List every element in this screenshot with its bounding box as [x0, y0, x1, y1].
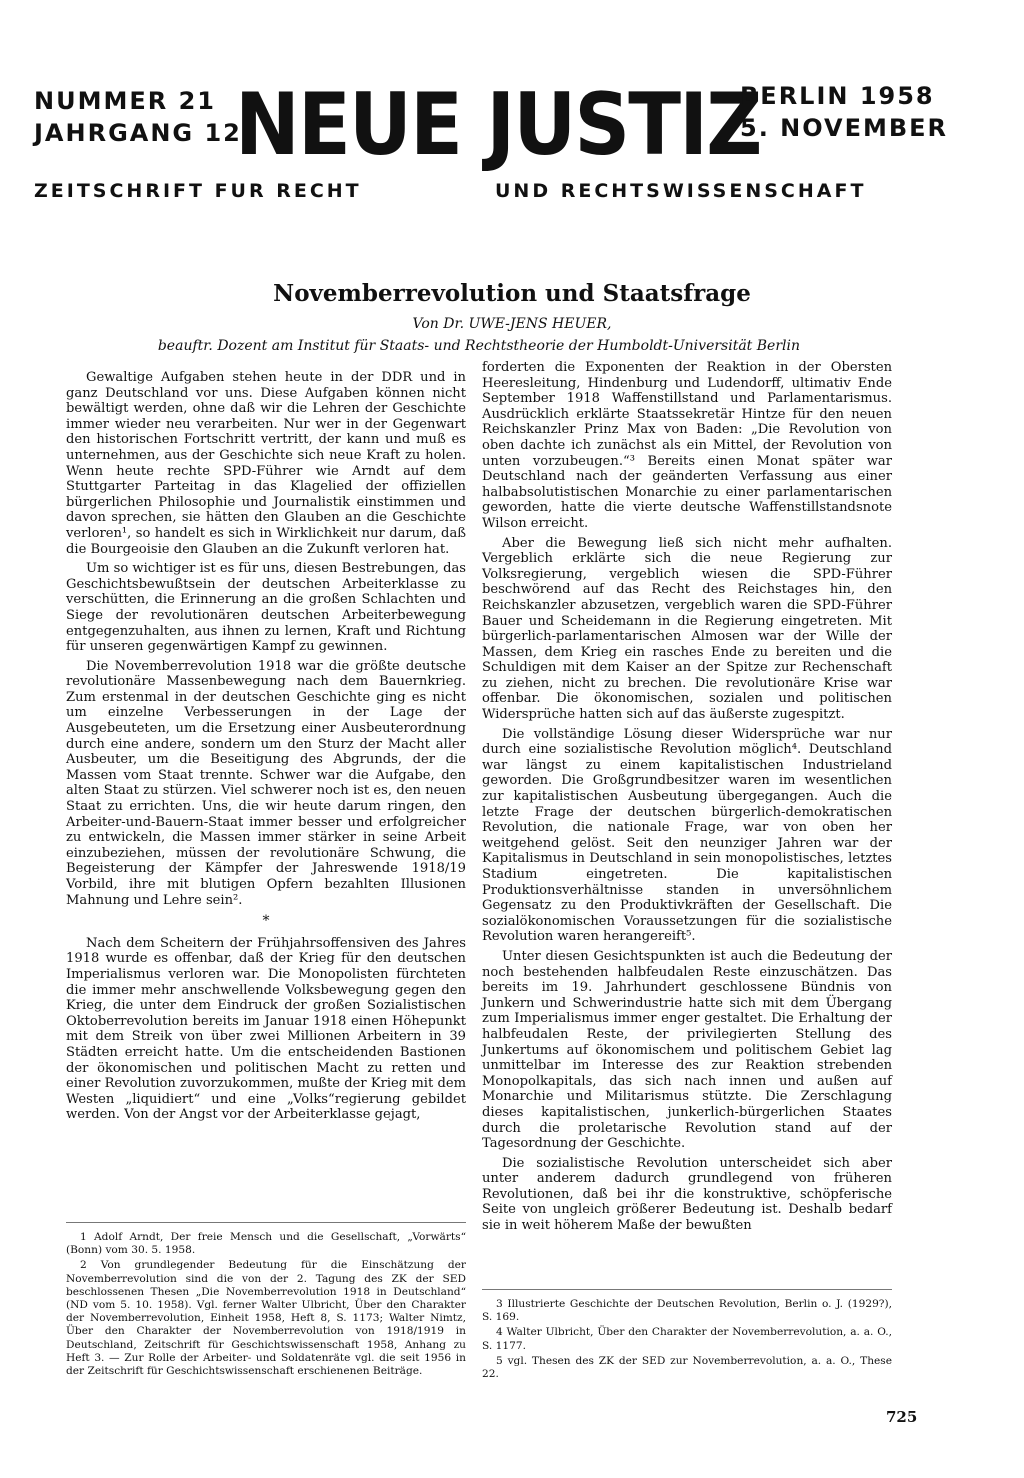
footnotes-left — [66, 1222, 466, 1380]
subtitle-left: ZEITSCHRIFT FUR RECHT — [34, 180, 362, 202]
footnote: 2 Von grundlegender Bedeutung für die Einschätzung der Novemberrevolution sind die von der 2. Tagung des ZK der SED beschlossenen Thesen „Die Novemberrevolution 1918 in Deutschland“ (ND vom 5. 10. 1958). Vgl. ferner Walter Ulbricht, Über den Charakter der Novemberrevolution, Einheit 1958, Heft 8, S. 1173; Walter Nimtz, Über den Charakter der Novemberrevolution von 1918/1919 in Deutschland, Zeitschrift für Geschichtswissenschaft 1958, Anhang zu Heft 3. — Zur Rolle der Arbeiter- und Soldatenräte vgl. die seit 1956 in der Zeitschrift für Geschichtswissenschaft erschienenen Beiträge. — [66, 1259, 466, 1378]
masthead — [0, 0, 1024, 240]
footnotes-right — [482, 1289, 892, 1383]
paragraph: forderten die Exponenten der Reaktion in der Obersten Heeresleitung, Hindenburg und Ludendorff, ultimativ Ende September 1918 Waffenstillstand und Parlamentarismus. Ausdrücklich erklärte Staatssekretär Hintze für den neuen Reichskanzler Prinz Max von Baden: „Die Revolution von oben dachte ich zunächst als ein Mittel, der Revolution von unten vorzubeugen.“³ Bereits einen Monat später war Deutschland nach der geänderten Verfassung aus einer halbabsolutistischen Monarchie zu einer parlamentarischen geworden, hatte die vierte deutsche Waffenstillstandsnote Wilson erreicht. — [482, 360, 892, 531]
footnote: 3 Illustrierte Geschichte der Deutschen Revolution, Berlin o. J. (1929?), S. 169. — [482, 1298, 892, 1324]
paragraph: Nach dem Scheitern der Frühjahrsoffensiven des Jahres 1918 wurde es offenbar, daß der Krieg für den deutschen Imperialismus verloren war. Die Monopolisten fürchteten die immer mehr anschwellende Volksbewegung gegen den Krieg, die unter dem Eindruck der großen Sozialistischen Oktoberrevolution bereits im Januar 1918 einen Höhepunkt mit dem Streik von über zwei Millionen Arbeitern in 39 Städten erreicht hatte. Um die entscheidenden Bastionen der ökonomischen und politischen Macht zu retten und einer Revolution zuvorzukommen, mußte der Krieg mit dem Westen „liquidiert“ und eine „Volks“regierung gebildet werden. Von der Angst vor der Arbeiterklasse gejagt, — [66, 935, 466, 1123]
paragraph: Unter diesen Gesichtspunkten ist auch die Bedeutung der noch bestehenden halbfeudalen Reste einzuschätzen. Das bereits im 19. Jahrhundert geschlossene Bündnis von Junkern und Schwerindustrie hatte sich mit dem Übergang zum Imperialismus immer enger gestaltet. Die Erhaltung der halbfeudalen Reste, der privilegierten Stellung des Junkertums auf ökonomischem und politischem Gebiet lag unmittelbar im Interesse des zur Reaktion strebenden Monopolkapitals, das sich nach innen und außen auf Monarchie und Militarismus stützte. Die Zerschlagung dieses kapitalistischen, junkerlich-bürgerlichen Staates durch die proletarische Revolution stand auf der Tagesordnung der Geschichte. — [482, 948, 892, 1152]
subtitle-right: UND RECHTSWISSENSCHAFT — [495, 180, 867, 202]
volume: JAHRGANG 12 — [34, 119, 242, 147]
byline-author: Von Dr. UWE-JENS HEUER, — [412, 316, 612, 332]
paragraph: Die vollständige Lösung dieser Widersprüche war nur durch eine sozialistische Revolution möglich⁴. Deutschland war längst zu einem kapitalistischen Industrieland geworden. Die Großgrundbesitzer waren im wesentlichen zur kapitalistischen Ausbeutung übergegangen. Auch die letzte Frage der deutschen bürgerlich-demokratischen Revolution, die nationale Frage, war von oben her weitgehend gelöst. Seit den neunziger Jahren war der Kapitalismus in Deutschland in sein monopolistisches, letztes Stadium eingetreten. Die kapitalistischen Produktionsverhältnisse standen in unversöhnlichem Gegensatz zu den Produktivkräften der Gesellschaft. Die sozialökonomischen Voraussetzungen für die sozialistische Revolution waren herangereift⁵. — [482, 726, 892, 945]
byline-affiliation: beauftr. Dozent am Institut für Staats- und Rechtstheorie der Humboldt-Universität Berlin — [157, 338, 800, 354]
date-info — [740, 80, 948, 144]
city-year: BERLIN 1958 — [740, 82, 935, 110]
paragraph: Aber die Bewegung ließ sich nicht mehr aufhalten. Vergeblich erklärte sich die neue Regierung zur Volksregierung, vergeblich wiesen die SPD-Führer beschwörend auf das Recht des Reichstages hin, den Reichskanzler abzusetzen, vergeblich waren die SPD-Führer Bauer und Scheidemann in die Regierung eingetreten. Mit bürgerlich-parlamentarischen Almosen war der Wille der Massen, dem Krieg ein rasches Ende zu bereiten und die Schuldigen mit dem Kaiser an der Spitze zur Rechenschaft zu ziehen, nicht zu brechen. Die revolutionäre Krise war offenbar. Die ökonomischen, sozialen und politischen Widersprüche hatten sich auf das äußerste zugespitzt. — [482, 535, 892, 723]
page-number: 725 — [886, 1408, 918, 1426]
footnote: 1 Adolf Arndt, Der freie Mensch und die Gesellschaft, „Vorwärts“ (Bonn) vom 30. 5. 1958. — [66, 1231, 466, 1257]
footnote: 5 vgl. Thesen des ZK der SED zur Novemberrevolution, a. a. O., These 22. — [482, 1354, 892, 1381]
paragraph: Gewaltige Aufgaben stehen heute in der DDR und in ganz Deutschland vor uns. Diese Aufgaben können nicht bewältigt werden, ohne daß wir die Lehren der Geschichte immer wieder neu verarbeiten. Nur wer in der Gegenwart den historischen Fortschritt vertritt, der kann und muß es unternehmen, aus der Geschichte sich neue Kraft zu holen. Wenn heute rechte SPD-Führer wie Arndt auf dem Stuttgarter Parteitag in das Klagelied der offiziellen bürgerlichen Philosophie und Journalistik einstimmen und davon sprechen, sie hätten den Glauben an die Geschichte verloren¹, so handelt es sich in Wirklichkeit nur darum, daß die Bourgeoisie den Glauben an die Zukunft verloren hat. — [66, 370, 466, 557]
footnote: 4 Walter Ulbricht, Über den Charakter der Novemberrevolution, a. a. O., S. 1177. — [482, 1326, 892, 1352]
issue-date: 5. NOVEMBER — [740, 114, 949, 142]
section-separator: * — [262, 913, 270, 930]
article-title: Novemberrevolution und Staatsfrage — [273, 280, 751, 307]
right-column — [482, 360, 892, 1234]
issue-number: NUMMER 21 — [34, 87, 216, 115]
left-column — [66, 370, 466, 1123]
paragraph: Die sozialistische Revolution unterscheidet sich aber unter anderem dadurch grundlegend von früheren Revolutionen, daß bei ihr die konstruktive, schöpferische Seite von ungleich größerer Bedeutung ist. Deshalb bedarf sie in weit höherem Maße der bewußten — [482, 1155, 892, 1234]
journal-title: NEUE JUSTIZ — [235, 75, 761, 175]
issue-info — [34, 85, 242, 149]
paragraph: Um so wichtiger ist es für uns, diesen Bestrebungen, das Geschichtsbewußtsein der deutschen Arbeiterklasse zu verschütten, die Erinnerung an die großen Schlachten und Siege der revolutionären deutschen Arbeiterbewegung entgegenzuhalten, aus ihnen zu lernen, Kraft und Richtung für unseren gegenwärtigen Kampf zu gewinnen. — [66, 561, 466, 655]
paragraph: Die Novemberrevolution 1918 war die größte deutsche revolutionäre Massenbewegung nach dem Bauernkrieg. Zum erstenmal in der deutschen Geschichte ging es nicht um einzelne Verbesserungen in der Lage der Ausgebeuteten, um die Ersetzung einer Ausbeuterordnung durch eine andere, sondern um den Sturz der Macht aller Ausbeuter, um die Beseitigung des Abgrunds, der die Massen vom Staat trennte. Schwer war die Aufgabe, den alten Staat zu stürzen. Viel schwerer noch ist es, den neuen Staat zu errichten. Uns, die wir heute darum ringen, den Arbeiter-und-Bauern-Staat immer besser und erfolgreicher zu entwickeln, die Massen immer stärker in seine Arbeit einzubeziehen, müssen der revolutionäre Schwung, die Begeisterung der Kämpfer der Jahreswende 1918/19 Vorbild, ihre mit blutigen Opfern bezahlten Illusionen Mahnung und Lehre sein². — [66, 658, 466, 908]
